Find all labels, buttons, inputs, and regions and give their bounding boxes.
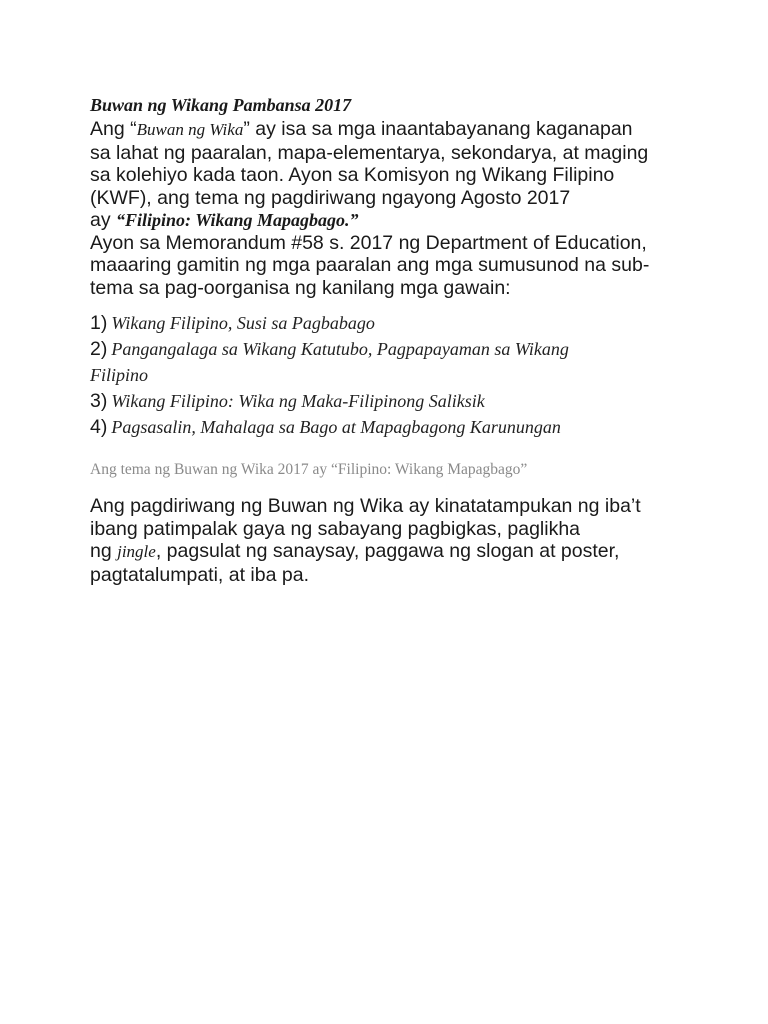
list-item [90, 389, 750, 415]
intro-line-4: (KWF), ang tema ng pagdiriwang ngayong Agosto 2017 [90, 186, 571, 209]
memo-paragraph [90, 232, 750, 300]
list-text: Wikang Filipino, Susi sa Pagbabago [111, 313, 375, 333]
list-item [90, 337, 750, 363]
image-caption: Ang tema ng Buwan ng Wika 2017 ay “Filipino: Wikang Mapagbago” [90, 461, 528, 478]
intro-line-2: sa lahat ng paaralan, mapa-elementarya, sekondarya, at maging [90, 141, 649, 164]
intro-line-3: sa kolehiyo kada taon. Ayon sa Komisyon ng Wikang Filipino [90, 164, 615, 186]
subtheme-list [90, 311, 750, 441]
document-title: Buwan ng Wikang Pambansa 2017 [90, 95, 352, 115]
closing-text: ng [90, 540, 118, 562]
intro-text: ” ay isa sa mga inaantabayanang kaganapan [243, 118, 633, 140]
intro-text: Ang “ [90, 118, 137, 140]
list-text: Wikang Filipino: Wika ng Maka-Filipinong Saliksik [111, 391, 485, 411]
closing-paragraph [90, 495, 750, 586]
list-number: 4) [90, 416, 108, 438]
intro-text: ay [90, 209, 117, 231]
jingle-italic: jingle [117, 542, 156, 561]
list-text: Pangangalaga sa Wikang Katutubo, Pagpapayaman sa Wikang [111, 339, 569, 359]
memo-line-2: maaaring gamitin ng mga paaralan ang mga sumusunod na sub- [90, 254, 650, 276]
closing-line-4: pagtatalumpati, at iba pa. [90, 563, 309, 586]
list-item-continuation [90, 363, 750, 389]
memo-line-1: Ayon sa Memorandum #58 s. 2017 ng Department of Education, [90, 231, 647, 254]
list-text: Pagsasalin, Mahalaga sa Bago at Mapagbagong Karunungan [111, 417, 561, 437]
buwan-ng-wika-italic: Buwan ng Wika [136, 120, 244, 139]
theme-title: “Filipino: Wikang Mapagbago.” [116, 210, 359, 230]
closing-line-3 [90, 540, 750, 564]
document-body [90, 92, 750, 586]
list-number: 3) [90, 390, 108, 412]
closing-text: , pagsulat ng sanaysay, paggawa ng slogan at poster, [155, 540, 620, 562]
intro-paragraph [90, 118, 750, 232]
intro-line-5 [90, 209, 750, 232]
list-item [90, 311, 750, 337]
intro-line-1 [90, 118, 750, 142]
list-text: Filipino [90, 365, 148, 385]
closing-line-2: ibang patimpalak gaya ng sabayang pagbigkas, paglikha [90, 517, 581, 540]
list-item [90, 415, 750, 441]
closing-line-1: Ang pagdiriwang ng Buwan ng Wika ay kinatatampukan ng iba’t [90, 495, 641, 517]
list-number: 2) [90, 338, 108, 360]
list-number: 1) [90, 312, 108, 334]
memo-line-3: tema sa pag-oorganisa ng kanilang mga gawain: [90, 276, 511, 299]
